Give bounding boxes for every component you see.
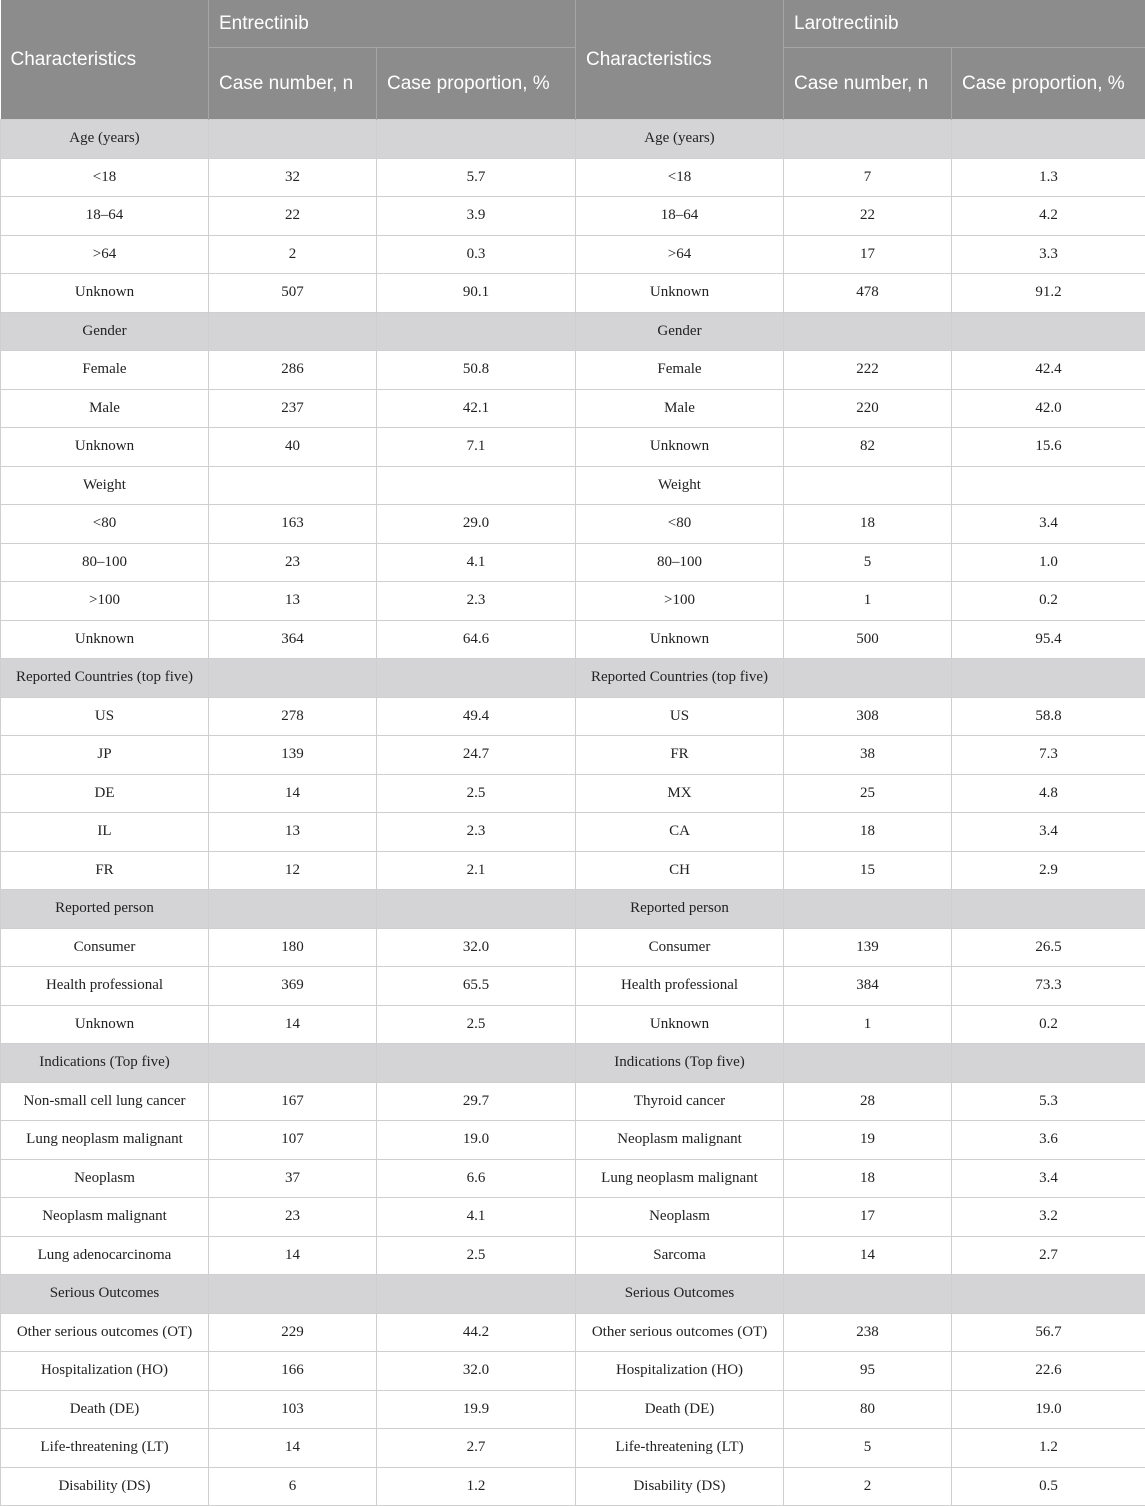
case-proportion-left: 7.1	[377, 428, 576, 467]
characteristic-left: Death (DE)	[1, 1390, 209, 1429]
characteristic-right: Male	[576, 389, 784, 428]
case-number-left: 37	[209, 1159, 377, 1198]
case-proportion-left: 29.7	[377, 1082, 576, 1121]
characteristic-left: Disability (DS)	[1, 1467, 209, 1506]
table-row	[1, 1082, 1145, 1121]
case-number-left: 13	[209, 813, 377, 852]
case-proportion-left: 32.0	[377, 1352, 576, 1391]
case-proportion-right	[952, 659, 1145, 698]
table-row	[1, 1121, 1145, 1160]
characteristic-left: >100	[1, 582, 209, 621]
case-number-left	[209, 1275, 377, 1314]
case-proportion-left: 4.1	[377, 543, 576, 582]
characteristic-right: Unknown	[576, 1005, 784, 1044]
case-number-right	[784, 1275, 952, 1314]
header-drug-larotrectinib: Larotrectinib	[784, 0, 1145, 48]
case-number-left: 22	[209, 197, 377, 236]
case-number-right: 19	[784, 1121, 952, 1160]
case-proportion-left: 90.1	[377, 274, 576, 313]
case-proportion-right: 91.2	[952, 274, 1145, 313]
characteristic-left: Neoplasm	[1, 1159, 209, 1198]
characteristic-right: Sarcoma	[576, 1236, 784, 1275]
case-proportion-right: 3.2	[952, 1198, 1145, 1237]
case-number-left: 364	[209, 620, 377, 659]
case-proportion-right	[952, 1275, 1145, 1314]
case-proportion-right: 19.0	[952, 1390, 1145, 1429]
case-proportion-right	[952, 466, 1145, 505]
table-row	[1, 697, 1145, 736]
case-proportion-left: 2.7	[377, 1429, 576, 1468]
table-row	[1, 1236, 1145, 1275]
case-number-left: 23	[209, 543, 377, 582]
case-proportion-right: 3.4	[952, 813, 1145, 852]
case-number-left: 278	[209, 697, 377, 736]
characteristic-left: 18–64	[1, 197, 209, 236]
case-number-right: 2	[784, 1467, 952, 1506]
case-number-right: 38	[784, 736, 952, 775]
characteristic-left: 80–100	[1, 543, 209, 582]
case-number-right: 95	[784, 1352, 952, 1391]
characteristic-right: Serious Outcomes	[576, 1275, 784, 1314]
characteristic-right: Hospitalization (HO)	[576, 1352, 784, 1391]
case-proportion-left	[377, 466, 576, 505]
characteristic-right: US	[576, 697, 784, 736]
case-proportion-left	[377, 120, 576, 159]
header-case-number-right: Case number, n	[784, 48, 952, 120]
characteristic-left: <80	[1, 505, 209, 544]
case-number-left: 286	[209, 351, 377, 390]
section-row	[1, 1275, 1145, 1314]
characteristic-left: Serious Outcomes	[1, 1275, 209, 1314]
characteristic-left: DE	[1, 774, 209, 813]
case-proportion-left: 42.1	[377, 389, 576, 428]
characteristic-right: <18	[576, 158, 784, 197]
case-proportion-right: 2.9	[952, 851, 1145, 890]
case-number-left: 40	[209, 428, 377, 467]
case-number-left: 107	[209, 1121, 377, 1160]
case-number-right	[784, 659, 952, 698]
table-row	[1, 1005, 1145, 1044]
case-proportion-left: 2.5	[377, 774, 576, 813]
case-proportion-right: 73.3	[952, 967, 1145, 1006]
case-number-left: 14	[209, 774, 377, 813]
table-row	[1, 1429, 1145, 1468]
header-characteristics-left: Characteristics	[1, 0, 209, 120]
case-number-left: 12	[209, 851, 377, 890]
case-number-right: 5	[784, 1429, 952, 1468]
characteristic-left: Unknown	[1, 1005, 209, 1044]
characteristic-right: Lung neoplasm malignant	[576, 1159, 784, 1198]
case-proportion-left: 2.5	[377, 1236, 576, 1275]
characteristic-left: Reported Countries (top five)	[1, 659, 209, 698]
characteristic-left: FR	[1, 851, 209, 890]
case-proportion-left: 32.0	[377, 928, 576, 967]
case-proportion-right: 58.8	[952, 697, 1145, 736]
table-row	[1, 505, 1145, 544]
case-proportion-left: 6.6	[377, 1159, 576, 1198]
case-proportion-left: 19.9	[377, 1390, 576, 1429]
characteristic-left: JP	[1, 736, 209, 775]
case-number-left: 2	[209, 235, 377, 274]
case-proportion-right: 3.6	[952, 1121, 1145, 1160]
case-proportion-left: 44.2	[377, 1313, 576, 1352]
table-row	[1, 543, 1145, 582]
characteristic-right: Weight	[576, 466, 784, 505]
characteristic-left: Male	[1, 389, 209, 428]
case-proportion-left: 64.6	[377, 620, 576, 659]
table-row	[1, 967, 1145, 1006]
case-proportion-right: 15.6	[952, 428, 1145, 467]
characteristic-left: US	[1, 697, 209, 736]
case-proportion-left	[377, 1275, 576, 1314]
case-number-right: 14	[784, 1236, 952, 1275]
characteristic-right: Female	[576, 351, 784, 390]
table-row	[1, 351, 1145, 390]
case-proportion-right	[952, 1044, 1145, 1083]
table-body	[1, 120, 1145, 1506]
characteristic-right: Unknown	[576, 274, 784, 313]
case-proportion-right: 42.0	[952, 389, 1145, 428]
table-row	[1, 235, 1145, 274]
table-row	[1, 813, 1145, 852]
case-number-left	[209, 890, 377, 929]
table-row	[1, 620, 1145, 659]
characteristic-right: CA	[576, 813, 784, 852]
header-case-proportion-right: Case proportion, %	[952, 48, 1145, 120]
case-proportion-right: 22.6	[952, 1352, 1145, 1391]
characteristic-right: Gender	[576, 312, 784, 351]
case-number-right: 1	[784, 582, 952, 621]
case-number-right: 25	[784, 774, 952, 813]
case-number-right: 82	[784, 428, 952, 467]
table-row	[1, 197, 1145, 236]
section-row	[1, 1044, 1145, 1083]
characteristic-left: Unknown	[1, 428, 209, 467]
characteristic-left: Non-small cell lung cancer	[1, 1082, 209, 1121]
case-number-right: 139	[784, 928, 952, 967]
characteristic-right: MX	[576, 774, 784, 813]
characteristic-right: Other serious outcomes (OT)	[576, 1313, 784, 1352]
case-number-right	[784, 466, 952, 505]
case-number-right: 17	[784, 1198, 952, 1237]
characteristic-left: Indications (Top five)	[1, 1044, 209, 1083]
case-number-left	[209, 312, 377, 351]
case-number-left: 13	[209, 582, 377, 621]
characteristic-right: 80–100	[576, 543, 784, 582]
characteristic-left: Lung adenocarcinoma	[1, 1236, 209, 1275]
case-proportion-right: 4.8	[952, 774, 1145, 813]
section-row	[1, 659, 1145, 698]
characteristic-right: Thyroid cancer	[576, 1082, 784, 1121]
header-case-number-left: Case number, n	[209, 48, 377, 120]
case-proportion-right: 0.2	[952, 582, 1145, 621]
characteristic-right: Unknown	[576, 428, 784, 467]
case-proportion-left: 50.8	[377, 351, 576, 390]
case-proportion-right	[952, 890, 1145, 929]
case-number-left: 507	[209, 274, 377, 313]
case-proportion-left: 5.7	[377, 158, 576, 197]
case-number-left: 167	[209, 1082, 377, 1121]
case-proportion-left	[377, 890, 576, 929]
characteristic-right: Life-threatening (LT)	[576, 1429, 784, 1468]
characteristic-right: >64	[576, 235, 784, 274]
characteristic-right: 18–64	[576, 197, 784, 236]
characteristic-left: Consumer	[1, 928, 209, 967]
characteristic-right: Death (DE)	[576, 1390, 784, 1429]
case-number-right	[784, 120, 952, 159]
case-proportion-left	[377, 312, 576, 351]
characteristic-left: Weight	[1, 466, 209, 505]
case-number-left	[209, 659, 377, 698]
characteristic-left: Gender	[1, 312, 209, 351]
case-proportion-right: 56.7	[952, 1313, 1145, 1352]
case-number-right: 15	[784, 851, 952, 890]
case-number-right: 18	[784, 505, 952, 544]
case-number-left: 14	[209, 1429, 377, 1468]
table-row	[1, 928, 1145, 967]
characteristic-left: Reported person	[1, 890, 209, 929]
case-number-right: 5	[784, 543, 952, 582]
case-proportion-left: 65.5	[377, 967, 576, 1006]
table-row	[1, 582, 1145, 621]
case-proportion-right: 3.4	[952, 505, 1145, 544]
header-characteristics-right: Characteristics	[576, 0, 784, 120]
characteristic-left: Other serious outcomes (OT)	[1, 1313, 209, 1352]
case-proportion-left: 2.1	[377, 851, 576, 890]
case-proportion-right: 3.4	[952, 1159, 1145, 1198]
characteristic-right: Neoplasm malignant	[576, 1121, 784, 1160]
table-row	[1, 274, 1145, 313]
case-number-left: 180	[209, 928, 377, 967]
case-number-right: 1	[784, 1005, 952, 1044]
case-number-left: 237	[209, 389, 377, 428]
case-proportion-left: 4.1	[377, 1198, 576, 1237]
case-number-left: 6	[209, 1467, 377, 1506]
table-row	[1, 1159, 1145, 1198]
case-proportion-right: 3.3	[952, 235, 1145, 274]
case-number-left: 166	[209, 1352, 377, 1391]
characteristic-left: Age (years)	[1, 120, 209, 159]
case-proportion-right: 1.3	[952, 158, 1145, 197]
section-row	[1, 312, 1145, 351]
case-proportion-left	[377, 1044, 576, 1083]
case-number-right	[784, 312, 952, 351]
header-drug-entrectinib: Entrectinib	[209, 0, 576, 48]
case-number-left: 23	[209, 1198, 377, 1237]
case-proportion-right: 42.4	[952, 351, 1145, 390]
case-proportion-left: 24.7	[377, 736, 576, 775]
table-row	[1, 466, 1145, 505]
table-header	[1, 0, 1145, 120]
characteristic-right: >100	[576, 582, 784, 621]
case-number-right: 18	[784, 1159, 952, 1198]
case-proportion-left: 2.3	[377, 813, 576, 852]
case-number-left: 139	[209, 736, 377, 775]
section-row	[1, 120, 1145, 159]
header-case-proportion-left: Case proportion, %	[377, 48, 576, 120]
case-proportion-right: 5.3	[952, 1082, 1145, 1121]
characteristic-left: IL	[1, 813, 209, 852]
case-proportion-left: 29.0	[377, 505, 576, 544]
case-number-left: 163	[209, 505, 377, 544]
case-number-left	[209, 1044, 377, 1083]
table-row	[1, 389, 1145, 428]
case-number-left	[209, 466, 377, 505]
characteristic-left: Unknown	[1, 620, 209, 659]
case-number-right: 220	[784, 389, 952, 428]
characteristic-right: FR	[576, 736, 784, 775]
case-proportion-right: 1.0	[952, 543, 1145, 582]
characteristic-right: Indications (Top five)	[576, 1044, 784, 1083]
characteristic-right: Age (years)	[576, 120, 784, 159]
characteristic-left: Lung neoplasm malignant	[1, 1121, 209, 1160]
characteristic-right: CH	[576, 851, 784, 890]
characteristic-left: Health professional	[1, 967, 209, 1006]
characteristic-right: Disability (DS)	[576, 1467, 784, 1506]
case-proportion-right: 2.7	[952, 1236, 1145, 1275]
characteristic-right: Reported person	[576, 890, 784, 929]
case-proportion-right: 1.2	[952, 1429, 1145, 1468]
table-row	[1, 851, 1145, 890]
case-proportion-left	[377, 659, 576, 698]
case-proportion-right: 0.5	[952, 1467, 1145, 1506]
characteristic-left: Female	[1, 351, 209, 390]
case-number-left	[209, 120, 377, 159]
case-proportion-left: 2.5	[377, 1005, 576, 1044]
case-number-right: 222	[784, 351, 952, 390]
case-number-right: 80	[784, 1390, 952, 1429]
case-number-right: 22	[784, 197, 952, 236]
case-proportion-left: 1.2	[377, 1467, 576, 1506]
case-number-right: 18	[784, 813, 952, 852]
case-proportion-left: 2.3	[377, 582, 576, 621]
characteristic-right: Health professional	[576, 967, 784, 1006]
case-number-right: 7	[784, 158, 952, 197]
table-row	[1, 774, 1145, 813]
characteristic-right: Consumer	[576, 928, 784, 967]
table-row	[1, 1390, 1145, 1429]
case-number-right: 384	[784, 967, 952, 1006]
table-row	[1, 158, 1145, 197]
case-proportion-left: 19.0	[377, 1121, 576, 1160]
table-row	[1, 736, 1145, 775]
characteristic-right: <80	[576, 505, 784, 544]
case-number-left: 14	[209, 1005, 377, 1044]
characteristic-left: Unknown	[1, 274, 209, 313]
case-proportion-right	[952, 312, 1145, 351]
case-proportion-right	[952, 120, 1145, 159]
case-number-right	[784, 890, 952, 929]
case-number-right: 17	[784, 235, 952, 274]
case-number-right	[784, 1044, 952, 1083]
case-number-left: 32	[209, 158, 377, 197]
characteristic-left: >64	[1, 235, 209, 274]
characteristic-right: Unknown	[576, 620, 784, 659]
case-number-left: 14	[209, 1236, 377, 1275]
case-proportion-right: 7.3	[952, 736, 1145, 775]
characteristic-left: Hospitalization (HO)	[1, 1352, 209, 1391]
case-number-right: 238	[784, 1313, 952, 1352]
case-proportion-right: 95.4	[952, 620, 1145, 659]
case-number-left: 229	[209, 1313, 377, 1352]
characteristic-left: Life-threatening (LT)	[1, 1429, 209, 1468]
case-number-left: 369	[209, 967, 377, 1006]
case-number-left: 103	[209, 1390, 377, 1429]
characteristic-left: Neoplasm malignant	[1, 1198, 209, 1237]
case-proportion-right: 4.2	[952, 197, 1145, 236]
characteristic-right: Neoplasm	[576, 1198, 784, 1237]
table-row	[1, 1313, 1145, 1352]
case-number-right: 500	[784, 620, 952, 659]
table-row	[1, 1198, 1145, 1237]
section-row	[1, 890, 1145, 929]
case-number-right: 478	[784, 274, 952, 313]
table-row	[1, 1467, 1145, 1506]
case-proportion-left: 49.4	[377, 697, 576, 736]
case-proportion-left: 0.3	[377, 235, 576, 274]
case-number-right: 28	[784, 1082, 952, 1121]
table-row	[1, 1352, 1145, 1391]
case-proportion-right: 0.2	[952, 1005, 1145, 1044]
characteristic-left: <18	[1, 158, 209, 197]
case-proportion-right: 26.5	[952, 928, 1145, 967]
case-proportion-left: 3.9	[377, 197, 576, 236]
table-row	[1, 428, 1145, 467]
characteristic-right: Reported Countries (top five)	[576, 659, 784, 698]
case-number-right: 308	[784, 697, 952, 736]
